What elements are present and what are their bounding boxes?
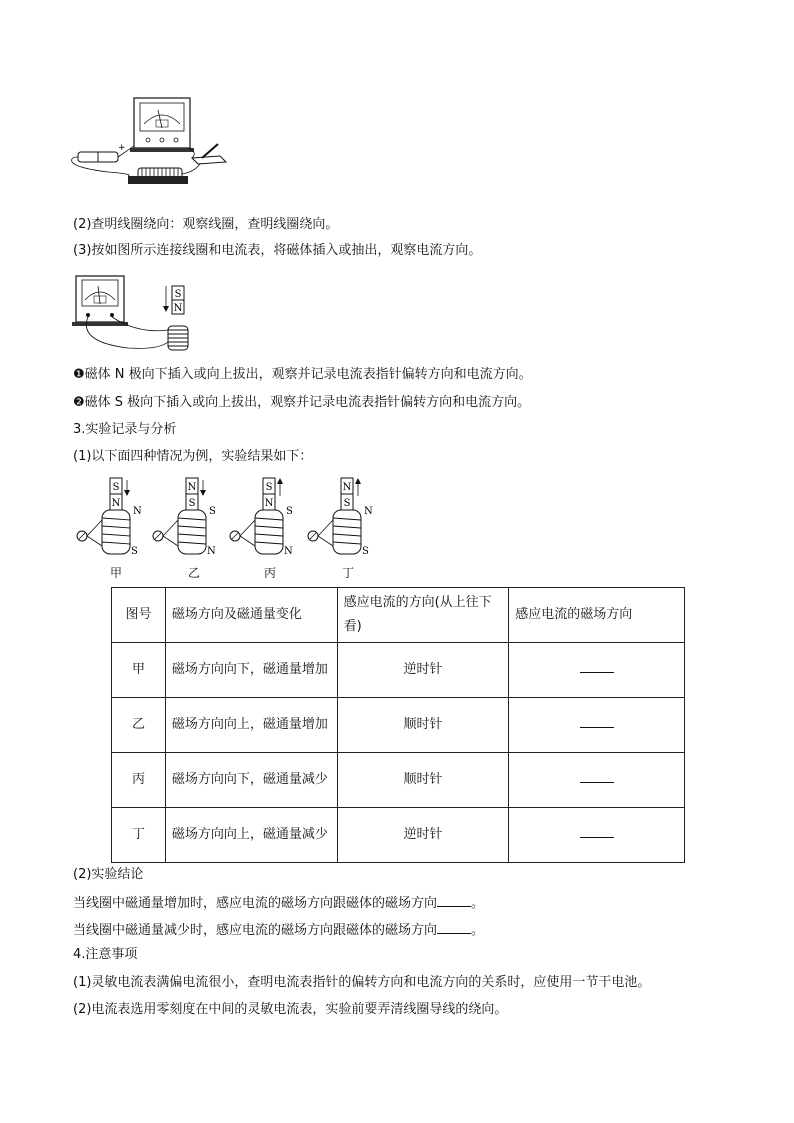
coil-top-pole: N xyxy=(364,506,373,517)
conclusion-line-2-text: 当线圈中磁通量减少时，感应电流的磁场方向跟磁体的磁场方向 xyxy=(73,923,438,938)
row-change: 磁场方向向下，磁通量减少 xyxy=(165,753,337,808)
row-answer-blank[interactable] xyxy=(509,698,685,753)
section-3-heading: 3.实验记录与分析 xyxy=(73,422,177,437)
row-id: 乙 xyxy=(112,698,166,753)
coil-top-pole: S xyxy=(286,506,293,517)
row-current: 逆时针 xyxy=(337,643,509,698)
table-header-row xyxy=(112,588,685,643)
case-yi xyxy=(153,478,216,557)
section-3-intro: (1)以下面四种情况为例，实验结果如下： xyxy=(73,449,313,464)
note-1-text: (1)灵敏电流表满偏电流很小，查明电流表指针的偏转方向和电流方向的关系时，应使用一节干电池。 xyxy=(73,975,651,990)
item-1-text: ❶磁体 N 极向下插入或向上拔出，观察并记录电流表指针偏转方向和电流方向。 xyxy=(73,367,532,382)
notes-heading: 4.注意事项 xyxy=(73,947,138,962)
table-row xyxy=(112,643,685,698)
item-2-text: ❷磁体 S 极向下插入或向上拔出，观察并记录电流表指针偏转方向和电流方向。 xyxy=(73,395,531,410)
magnet-top-label: S xyxy=(265,482,273,493)
conclusion-line-1-text: 当线圈中磁通量增加时，感应电流的磁场方向跟磁体的磁场方向 xyxy=(73,896,438,911)
conclusion-line-1 xyxy=(73,892,484,913)
row-current: 顺时针 xyxy=(337,753,509,808)
row-id: 丁 xyxy=(112,808,166,863)
coil-bottom-pole: N xyxy=(207,546,216,557)
step-2-text: (2)查明线圈绕向：观察线圈，查明线圈绕向。 xyxy=(73,217,339,232)
circuit-figure xyxy=(68,94,228,204)
four-cases-figure xyxy=(73,474,383,564)
magnet-top-label: N xyxy=(342,482,352,493)
coil-bottom-pole: S xyxy=(131,546,138,557)
results-table xyxy=(111,587,685,863)
conclusion-line-2-end: 。 xyxy=(471,923,485,938)
magnet-bottom-label: N xyxy=(111,498,121,509)
caption-yi: 乙 xyxy=(188,566,201,580)
case-jia xyxy=(77,478,142,557)
row-current: 顺时针 xyxy=(337,698,509,753)
magnet-bottom-label: N xyxy=(264,498,274,509)
magnet-top-label: N xyxy=(187,482,197,493)
note-2-text: (2)电流表选用零刻度在中间的灵敏电流表，实验前要弄清线圈导线的绕向。 xyxy=(73,1002,508,1017)
conclusion-heading: (2)实验结论 xyxy=(73,867,144,882)
row-answer-blank[interactable] xyxy=(509,643,685,698)
caption-bing: 丙 xyxy=(264,566,277,580)
coil-bottom-pole: S xyxy=(362,546,369,557)
coil-top-pole: S xyxy=(209,506,216,517)
case-ding xyxy=(308,478,373,557)
caption-jia: 甲 xyxy=(110,566,123,580)
step-3-text: (3)按如图所示连接线圈和电流表，将磁体插入或抽出，观察电流方向。 xyxy=(73,243,482,258)
row-answer-blank[interactable] xyxy=(509,808,685,863)
row-change: 磁场方向向上，磁通量增加 xyxy=(165,698,337,753)
row-answer-blank[interactable] xyxy=(509,753,685,808)
row-id: 甲 xyxy=(112,643,166,698)
conclusion-blank-2[interactable] xyxy=(437,919,471,934)
conclusion-line-1-end: 。 xyxy=(471,896,485,911)
header-current-direction: 感应电流的方向(从上往下看) xyxy=(337,588,509,643)
conclusion-blank-1[interactable] xyxy=(437,892,471,907)
header-field-change: 磁场方向及磁通量变化 xyxy=(165,588,337,643)
magnet-bottom-label: S xyxy=(188,498,196,509)
magnet-n-label: N xyxy=(173,303,183,314)
header-figure-id: 图号 xyxy=(112,588,166,643)
row-current: 逆时针 xyxy=(337,808,509,863)
table-row xyxy=(112,698,685,753)
magnet-top-label: S xyxy=(112,482,120,493)
table-row xyxy=(112,753,685,808)
conclusion-line-2 xyxy=(73,919,484,940)
row-id: 丙 xyxy=(112,753,166,808)
magnet-s-label: S xyxy=(174,289,182,300)
case-bing xyxy=(230,478,293,557)
row-change: 磁场方向向上，磁通量减少 xyxy=(165,808,337,863)
coil-galvanometer-figure xyxy=(68,272,208,356)
magnet-bottom-label: S xyxy=(343,498,351,509)
battery-plus-label: + xyxy=(118,143,126,153)
row-change: 磁场方向向下，磁通量增加 xyxy=(165,643,337,698)
coil-bottom-pole: N xyxy=(284,546,293,557)
header-induced-field: 感应电流的磁场方向 xyxy=(509,588,685,643)
caption-ding: 丁 xyxy=(342,566,355,580)
table-row xyxy=(112,808,685,863)
coil-top-pole: N xyxy=(133,506,142,517)
